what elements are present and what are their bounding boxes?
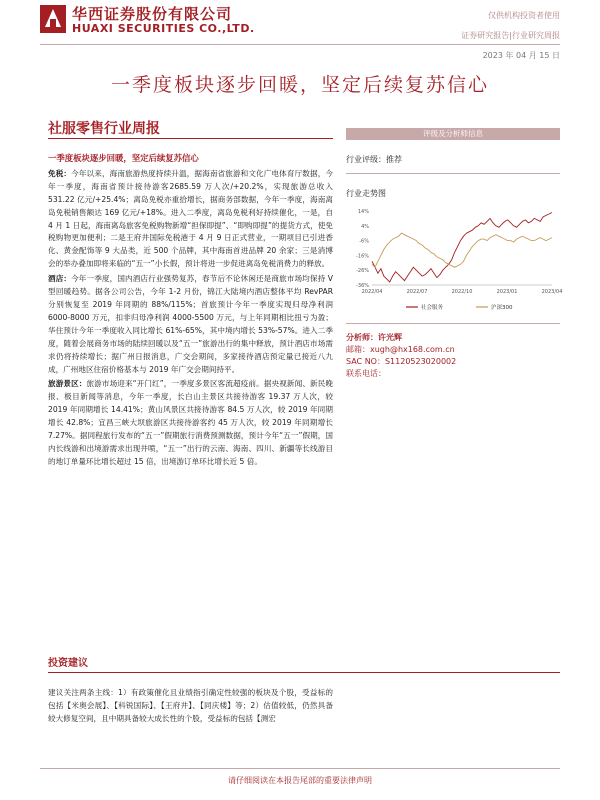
investment-title: 投资建议 — [48, 658, 88, 669]
paragraph-scenic — [48, 378, 333, 468]
paragraph-lead: 免税： — [48, 168, 72, 178]
paragraph-hotel — [48, 273, 333, 376]
paragraph-duty-free — [48, 168, 333, 271]
legend-label: 社会服务 — [421, 305, 444, 311]
section-title: 社服零售行业周报 — [48, 121, 160, 137]
y-tick-label: -16% — [356, 253, 369, 260]
section-divider — [48, 138, 333, 139]
series-line-0 — [372, 213, 552, 283]
audience-tag: 仅供机构投资者使用 — [488, 11, 560, 20]
paragraph-text: 旅游市场迎来“开门红”，一季度多景区客流超疫前。据央视新闻、新民晚报、极目新闻等消息，今年一季度，长白山主景区共接待游客 19.37 万人次，较 2019 年同期增长 14.41%；黄山风景区共接待游客 84.5 万人次，较 2019 年同期增长 42.8%；宜昌三峡大坝旅游区共接待游客约 45 万人次，较 2019 年同期增长 7.27%。据同程旅行发布的“五一”假期旅行消费预测数据，预计今年“五一”假期，国内长线游和出境游需求出现井喷，“五一”出行的云南、海南、四川、新疆等长线游目的地订单量环比增长超过 15 倍，出境游订单环比增长近 5 倍。 — [48, 379, 333, 466]
trend-chart-title: 行业走势图 — [346, 189, 386, 198]
trend-chart — [346, 205, 563, 324]
report-type-tag: 证券研究报告|行业研究周报 — [461, 31, 560, 40]
x-tick-label: 2022/10 — [451, 289, 473, 295]
x-tick-label: 2022/04 — [361, 289, 383, 295]
investment-divider — [48, 672, 560, 673]
y-tick-label: 14% — [357, 209, 369, 215]
analyst-line — [346, 332, 560, 344]
sidebar-header: 评级及分析师信息 — [346, 128, 560, 140]
huaxi-logo-icon — [40, 5, 66, 33]
analyst-phone: 联系电话： — [346, 369, 386, 378]
sidebar — [346, 128, 563, 380]
y-tick-label: -26% — [356, 268, 369, 275]
company-name-en: HUAXI SECURITIES CO.,LTD. — [72, 22, 255, 35]
report-date: 2023 年 04 月 15 日 — [482, 51, 560, 60]
company-name-cn: 华西证券股份有限公司 — [72, 5, 233, 23]
investment-section — [48, 654, 333, 673]
analyst-label: 分析师： — [346, 333, 378, 342]
header-divider — [40, 44, 560, 45]
x-tick-label: 2023/01 — [496, 289, 518, 295]
footer-notice: 请仔细阅读在本报告尾部的重要法律声明 — [228, 776, 372, 785]
body-subhead: 一季度板块逐步回暖，坚定后续复苏信心 — [48, 153, 199, 163]
x-tick-label: 2022/07 — [406, 289, 428, 295]
analyst-sac: SAC NO：S1120523020002 — [346, 357, 457, 366]
page-header — [0, 0, 600, 60]
footer-divider — [40, 768, 560, 769]
y-tick-label: -36% — [356, 283, 369, 289]
analyst-name: 许光辉 — [378, 333, 402, 342]
y-tick-label: -6% — [359, 238, 369, 245]
industry-rating: 行业评级：推荐 — [346, 154, 560, 174]
x-tick-label: 2023/04 — [541, 289, 563, 295]
paragraph-lead: 酒店： — [48, 274, 72, 284]
trend-chart-svg — [346, 205, 563, 315]
investment-text: 建议关注两条主线：1）有政策催化且业绩指引确定性较强的板块及个股，受益标的包括【米奥会展】、【科锐国际】、【王府井】、【同庆楼】等；2）估值较低，仍然具备较大修复空间，且中期具备较大成长性的个股，受益标的包括【测宏 — [48, 688, 333, 723]
y-tick-label: 4% — [361, 223, 369, 230]
report-title: 一季度板块逐步回暖，坚定后续复苏信心 — [110, 74, 489, 96]
paragraph-text: 今年一季度，国内酒店行业强势复苏，春节后不论休闲还是商旅市场均保持 V 型回暖趋势。据各公司公告，今年 1-2 月份，锦江大陆境内酒店整体平均 RevPAR 分别恢复至 2019 年同期的 88%/115%；首旅预计今年一季度实现归母净利润 6000-8000 万元，扣非归母净利润 4000-5500 万元，与上年同期相比扭亏为盈；华住预计今年一季度收入同比增长 61%-65%，其中境内增长 53%-57%。进入二季度，随着会展商务市场的陆续回暖以及“五一”旅游出行的集中释放，预计酒店市场需求仍将持续增长；据广州日报消息，广交会期间，多家接待酒店预定量已接近八九成，广州地区住宿价格基本与 2019 年广交会期间持平。 — [48, 274, 333, 374]
body-text — [48, 152, 333, 471]
analyst-email: 邮箱：xugh@hx168.com.cn — [346, 345, 455, 354]
legend-label: 沪深300 — [491, 305, 513, 311]
paragraph-lead: 旅游景区： — [48, 379, 87, 389]
analyst-info — [346, 332, 560, 380]
paragraph-text: 今年以来，海南旅游热度持续升温，据海南省旅游和文化广电体育厅数据，今年一季度，海南省预计接待游客2685.59 万人次/+20.2%，实现旅游总收入 531.22 亿元/+25.4%；离岛免税亦重拾增长，据商务部数据，今年一季度，海南离岛免税销售额达 169 亿元/+18%。进入二季度，离岛免税利好持续催化，一是，自 4 月 1 日起，海南离岛旅客免税购物新增“担保即提”、“即购即提”的提货方式，使免税购物更加便利；二是王府井国际免税港于 4 月 9 日正式营业，一期项目已引进香化、黄金配饰等 9 大品类，近 500 个品牌，其中海南首进品牌 20 余家；三是消博会的举办叠加即将来临的“五一”小长假，预计将进一步促进离岛免税消费力的释放。 — [48, 168, 334, 269]
